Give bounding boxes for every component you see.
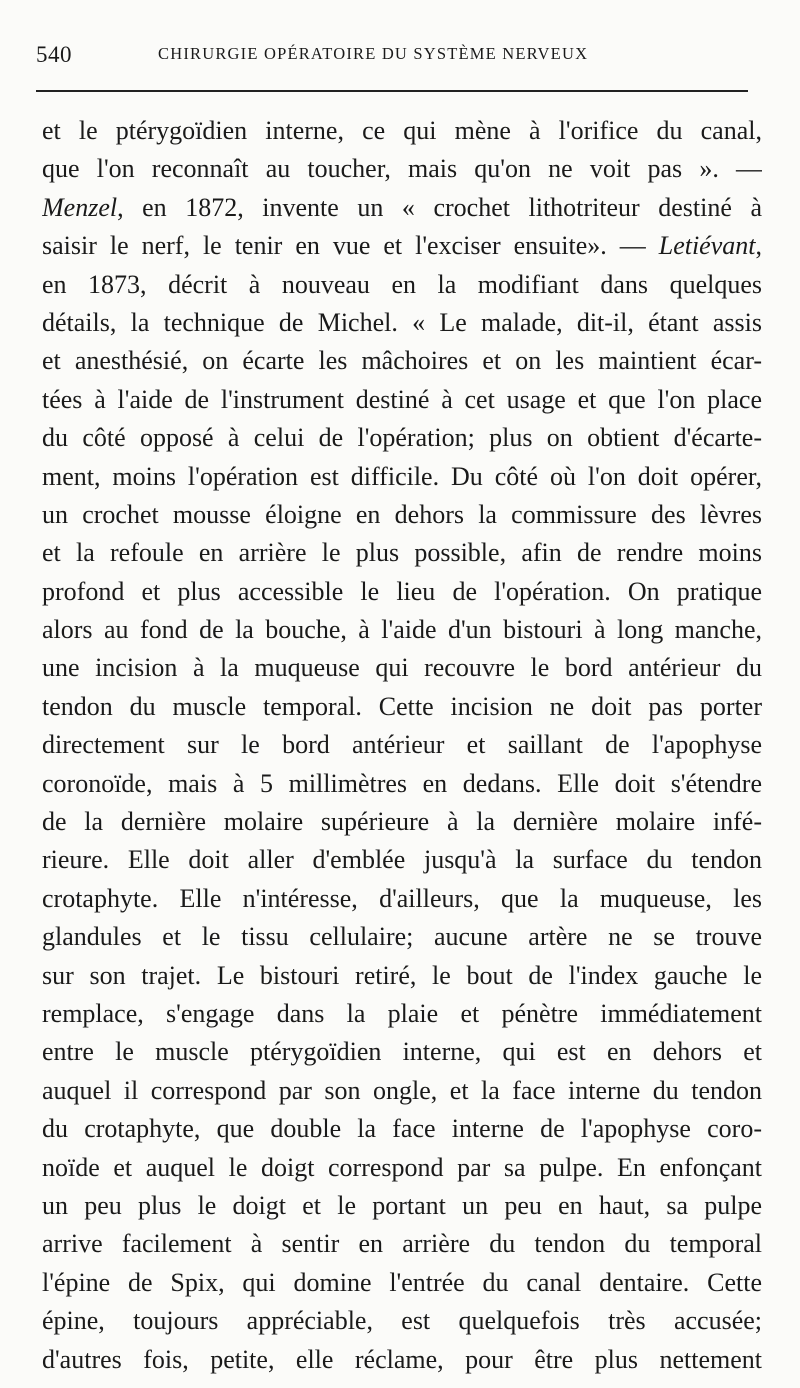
text-line: du côté opposé à celui de l'opération; plus on obtient d'écarte- xyxy=(42,423,762,453)
text-line: saisir le nerf, le tenir en vue et l'exciser ensuite». — Letiévant, xyxy=(42,231,762,261)
body-text xyxy=(42,112,762,1379)
text-line: et anesthésié, on écarte les mâchoires et on les maintient écar- xyxy=(42,346,762,376)
text-line: une incision à la muqueuse qui recouvre le bord antérieur du xyxy=(42,653,762,683)
text-line: un crochet mousse éloigne en dehors la commissure des lèvres xyxy=(42,499,762,529)
text-line: et le ptérygoïdien interne, ce qui mène à l'orifice du canal, xyxy=(42,116,762,145)
text-line: d'autres fois, petite, elle réclame, pour être plus nettement xyxy=(42,1344,762,1374)
text-line: auquel il correspond par son ongle, et la face interne du tendon xyxy=(42,1075,762,1105)
text-line: arrive facilement à sentir en arrière du tendon du temporal xyxy=(42,1229,762,1259)
text-line: entre le muscle ptérygoïdien interne, qui est en dehors et xyxy=(42,1037,762,1067)
page-number: 540 xyxy=(36,42,72,67)
text-line: crotaphyte. Elle n'intéresse, d'ailleurs, que la muqueuse, les xyxy=(42,883,762,913)
text-line: noïde et auquel le doigt correspond par sa pulpe. En enfonçant xyxy=(42,1152,762,1182)
text-line: remplace, s'engage dans la plaie et pénètre immédiatement xyxy=(42,998,762,1028)
text-line: et la refoule en arrière le plus possible, afin de rendre moins xyxy=(42,538,762,568)
text-line: tendon du muscle temporal. Cette incision ne doit pas porter xyxy=(42,691,762,721)
text-line: du crotaphyte, que double la face interne de l'apophyse coro- xyxy=(42,1114,762,1144)
text-line: en 1873, décrit à nouveau en la modifiant dans quelques xyxy=(42,269,762,299)
running-head xyxy=(36,40,760,70)
header-rule xyxy=(36,90,748,92)
text-line: glandules et le tissu cellulaire; aucune artère ne se trouve xyxy=(42,922,762,952)
text-line: directement sur le bord antérieur et saillant de l'apophyse xyxy=(42,730,762,760)
text-line: détails, la technique de Michel. « Le malade, dit-il, étant assis xyxy=(42,307,762,337)
running-title: CHIRURGIE OPÉRATOIRE DU SYSTÈME NERVEUX xyxy=(158,44,589,63)
text-line: épine, toujours appréciable, est quelquefois très accusée; xyxy=(42,1306,762,1336)
author-name: Letiévant xyxy=(658,231,756,261)
text-line: profond et plus accessible le lieu de l'opération. On pratique xyxy=(42,576,762,606)
text-line: Menzel, en 1872, invente un « crochet lithotriteur destiné à xyxy=(42,192,762,222)
text-line: sur son trajet. Le bistouri retiré, le bout de l'index gauche le xyxy=(42,960,762,990)
text-line: que l'on reconnaît au toucher, mais qu'on ne voit pas ». — xyxy=(42,154,762,184)
text-line: un peu plus le doigt et le portant un peu en haut, sa pulpe xyxy=(42,1190,762,1220)
author-name: Menzel xyxy=(42,192,118,222)
text-line: alors au fond de la bouche, à l'aide d'un bistouri à long manche, xyxy=(42,615,762,645)
text-line: ment, moins l'opération est difficile. Du côté où l'on doit opérer, xyxy=(42,461,762,491)
text-line: rieure. Elle doit aller d'emblée jusqu'à la surface du tendon xyxy=(42,845,762,875)
text-line: de la dernière molaire supérieure à la dernière molaire infé- xyxy=(42,807,762,837)
text-line: coronoïde, mais à 5 millimètres en dedans. Elle doit s'étendre xyxy=(42,768,762,798)
text-line: l'épine de Spix, qui domine l'entrée du canal dentaire. Cette xyxy=(42,1267,762,1297)
text-line: tées à l'aide de l'instrument destiné à cet usage et que l'on place xyxy=(42,384,762,414)
